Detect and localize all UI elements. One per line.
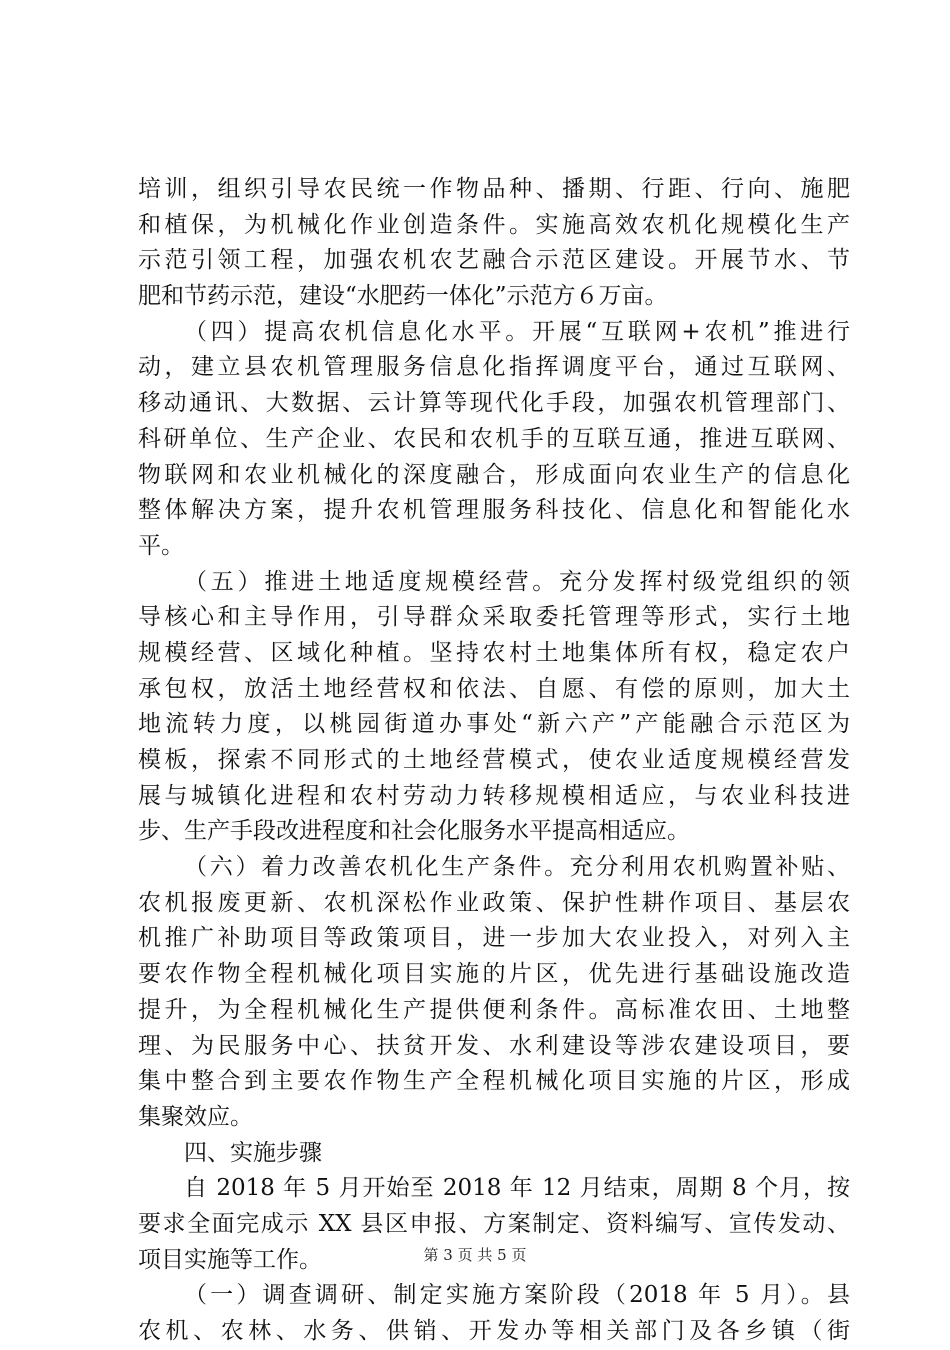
text-line: 平。 — [138, 532, 184, 559]
text-line: 集中整合到主要农作物生产全程机械化项目实施的片区，形成 — [138, 1068, 850, 1095]
text-line: 自 2018 年 5 月开始至 2018 年 12 月结束，周期 8 个月，按 — [184, 1175, 850, 1202]
text-line: 模板，探索不同形式的土地经营模式，使农业适度规模经营发 — [138, 747, 850, 773]
text-line: 理、为民服务中心、扶贫开发、水利建设等涉农建设项目，要 — [138, 1032, 850, 1059]
text-line: 培训，组织引导农民统一作物品种、播期、行距、行向、施肥 — [138, 176, 850, 202]
text-line: （一）调查调研、制定实施方案阶段（2018 年 5 月）。县 — [184, 1282, 850, 1309]
text-line: 动，建立县农机管理服务信息化指挥调度平台，通过互联网、 — [138, 354, 850, 381]
text-line: 示范引领工程，加强农机农艺融合示范区建设。开展节水、节 — [138, 247, 850, 274]
text-line: 和植保，为机械化作业创造条件。实施高效农机化规模化生产 — [138, 211, 850, 238]
text-line: 农机报废更新、农机深松作业政策、保护性耕作项目、基层农 — [138, 889, 850, 916]
text-line: 地流转力度，以桃园街道办事处“新六产”产能融合示范区为 — [138, 711, 850, 738]
text-line: 展与城镇化进程和农村劳动力转移规模相适应，与农业科技进 — [138, 782, 850, 809]
page-footer: 第 3 页 共 5 页 — [423, 1246, 527, 1264]
text-line: 机推广补助项目等政策项目，进一步加大农业投入，对列入主 — [138, 925, 850, 952]
document-body — [138, 172, 850, 1350]
text-line: （五）推进土地适度规模经营。充分发挥村级党组织的领 — [184, 568, 850, 595]
text-line: （四）提高农机信息化水平。开展“互联网+农机”推进行 — [184, 318, 850, 345]
text-line: 规模经营、区域化种植。坚持农村土地集体所有权，稳定农户 — [138, 639, 850, 666]
text-line: 提升，为全程机械化生产提供便利条件。高标准农田、土地整 — [138, 996, 850, 1023]
text-line: （六）着力改善农机化生产条件。充分利用农机购置补贴、 — [184, 854, 850, 881]
text-line: 要求全面完成示 XX 县区申报、方案制定、资料编写、宣传发动、 — [138, 1210, 850, 1237]
text-line: 物联网和农业机械化的深度融合，形成面向农业生产的信息化 — [138, 461, 850, 488]
text-line: 导核心和主导作用，引导群众采取委托管理等形式，实行土地 — [138, 604, 850, 631]
text-line: 项目实施等工作。 — [138, 1246, 322, 1273]
text-line: 移动通讯、大数据、云计算等现代化手段，加强农机管理部门、 — [138, 390, 850, 417]
text-line: 肥和节药示范，建设“水肥药一体化”示范方６万亩。 — [138, 283, 668, 310]
text-line: 要农作物全程机械化项目实施的片区，优先进行基础设施改造 — [138, 961, 850, 988]
text-line: 四、实施步骤 — [184, 1139, 322, 1166]
text-line: 农机、农林、水务、供销、开发办等相关部门及各乡镇（街 — [138, 1318, 850, 1344]
text-line: 集聚效应。 — [138, 1103, 253, 1130]
text-line: 科研单位、生产企业、农民和农机手的互联互通，推进互联网、 — [138, 425, 850, 452]
text-line: 步、生产手段改进程度和社会化服务水平提高相适应。 — [138, 818, 690, 845]
text-line: 整体解决方案，提升农机管理服务科技化、信息化和智能化水 — [138, 497, 850, 524]
text-line: 承包权，放活土地经营权和依法、自愿、有偿的原则，加大土 — [138, 675, 850, 702]
